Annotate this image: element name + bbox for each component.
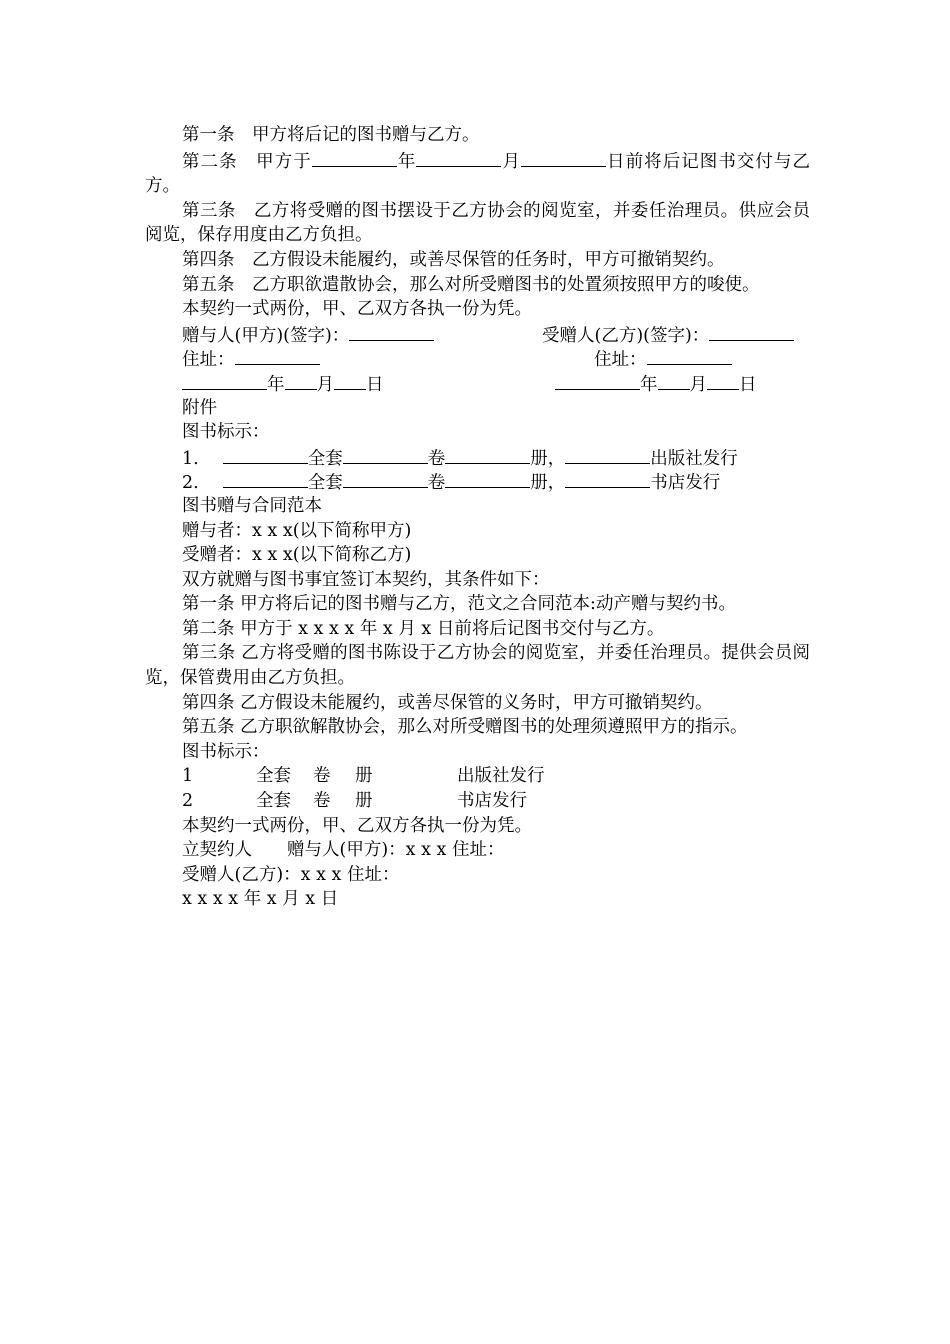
s2-date: x x x x 年 x 月 x 日 <box>182 889 339 910</box>
donee-line: 受赠者：x x x(以下简称乙方) <box>182 545 412 566</box>
donor-year-blank[interactable] <box>182 371 267 390</box>
donee-year-blank[interactable] <box>555 371 640 390</box>
s2-article-5: 第五条 乙方职欲解散协会，那么对所受赠图书的处理须遵照甲方的指示。 <box>182 717 748 738</box>
donor-line: 赠与者：x x x(以下简称甲方) <box>182 520 412 541</box>
s2-article-2: 第二条 甲方于 x x x x 年 x 月 x 日前将后记图书交付与乙方。 <box>182 618 665 639</box>
donee-day-blank[interactable] <box>707 371 739 390</box>
article-3: 第三条 乙方将受赠的图书摆设于乙方协会的阅览室，并委任治理员。供应会员阅览，保存用度由乙方负担。 <box>145 200 810 246</box>
donee-address-blank[interactable] <box>647 346 732 365</box>
address-row: 住址： 住址： <box>145 346 810 371</box>
blank-day[interactable] <box>521 148 606 167</box>
s2-article-3: 第三条 乙方将受赠的图书陈设于乙方协会的阅览室，并委任治理员。提供会员阅览，保管费用由乙方负担。 <box>145 643 810 689</box>
book-item-2: 2. 全套 卷 册， 书店发行 <box>145 469 810 494</box>
s2-copies-note: 本契约一式两份，甲、乙双方各执一份为凭。 <box>182 815 532 836</box>
blank-year[interactable] <box>312 148 397 167</box>
article-1: 第一条 甲方将后记的图书赠与乙方。 <box>182 125 480 145</box>
donor-day-blank[interactable] <box>334 371 366 390</box>
date-row: 年 月 日 年 月 日 <box>145 371 810 396</box>
article-2: 第二条 甲方于 年 月 日前将后记图书交付与乙方。 <box>145 148 810 199</box>
document-body <box>145 123 810 912</box>
s2-book-item-2: 2 全套 卷 册 书店发行 <box>182 791 527 812</box>
article-5: 第五条 乙方职欲遣散协会，那么对所受赠图书的处置须按照甲方的唆使。 <box>182 274 760 295</box>
attachment-heading: 附件 <box>182 397 217 418</box>
signature-row: 赠与人(甲方)(签字)： 受赠人(乙方)(签字)： <box>145 322 810 347</box>
s2-book-label: 图书标示： <box>182 741 270 762</box>
book-item-1: 1. 全套 卷 册， 出版社发行 <box>145 445 810 470</box>
s2-donee-line: 受赠人(乙方)：x x x 住址： <box>182 864 400 885</box>
s2-article-4: 第四条 乙方假设未能履约，或善尽保管的义务时，甲方可撤销契约。 <box>182 692 713 713</box>
donor-address-blank[interactable] <box>235 346 320 365</box>
article-4: 第四条 乙方假设未能履约，或善尽保管的任务时，甲方可撤销契约。 <box>182 249 725 270</box>
copies-note: 本契约一式两份，甲、乙双方各执一份为凭。 <box>182 299 532 320</box>
s2-article-1: 第一条 甲方将后记的图书赠与乙方，范文之合同范本:动产赠与契约书。 <box>182 594 736 615</box>
donor-signature-blank[interactable] <box>349 322 434 341</box>
intro-line: 双方就赠与图书事宜签订本契约，其条件如下： <box>182 569 550 590</box>
blank-month[interactable] <box>416 148 501 167</box>
book-list-label: 图书标示： <box>182 422 270 443</box>
donee-signature-blank[interactable] <box>709 322 794 341</box>
donee-month-blank[interactable] <box>658 371 690 390</box>
s2-book-item-1: 1 全套 卷 册 出版社发行 <box>182 766 545 787</box>
donor-month-blank[interactable] <box>285 371 317 390</box>
s2-parties: 立契约人 赠与人(甲方)：x x x 住址： <box>182 840 505 861</box>
section2-title: 图书赠与合同范本 <box>182 495 322 516</box>
